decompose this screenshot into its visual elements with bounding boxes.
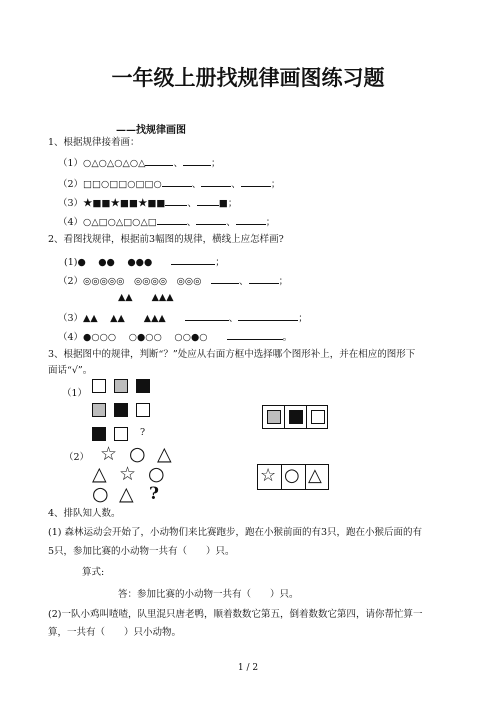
q1-item-1-text: （1）○△○△○△○△ [58, 158, 146, 169]
circle-icon: ○ [148, 463, 165, 485]
circle-icon: ○ [129, 443, 146, 465]
answer-box-divider [281, 464, 282, 490]
q4-problem-2-line-2: 算，一共有（ ）只小动物。 [48, 627, 182, 638]
q1-item-1: （1）○△○△○△○△ 、 ； [58, 155, 220, 170]
q3-label-1: （1） [62, 388, 88, 399]
q2-item-4 [58, 329, 292, 344]
pattern-square-white [114, 427, 128, 441]
question-mark: ? [149, 484, 159, 504]
choice-square-black[interactable] [289, 410, 303, 424]
q2-item-4-text: （4）●○○○ ○●○○ ○○●○ [58, 332, 208, 343]
triangle-icon: △ [157, 443, 172, 465]
q4-problem-1-line-1: (1) 森林运动会开始了，小动物们来比赛跑步，跑在小猴前面的有3只，跑在小猴后面的有 [48, 527, 423, 538]
answer-box-divider [305, 464, 306, 490]
q3-label-2: （2） [64, 452, 90, 463]
pattern-square-black [114, 403, 128, 417]
q4-answer: 答：参加比赛的小动物一共有（ ）只。 [118, 589, 299, 600]
page-title: 一年级上册找规律画图练习题 [111, 66, 385, 90]
choice-triangle-icon[interactable]: △ [308, 465, 322, 486]
q1-item-3: （3）★■■★■■★■■ 、 ■； [58, 195, 237, 210]
question-mark: ? [140, 427, 146, 438]
q4-heading: 4、排队知人数。 [48, 508, 121, 519]
q1-item-4: （4）○△□○△□○△□ 、 、 ； [58, 214, 275, 229]
answer-box-divider [284, 405, 285, 429]
answer-box-divider [306, 405, 307, 429]
q2-item-1: (1)● ●● ●●● ； [64, 254, 225, 269]
q3-heading-line-1: 3、根据图中的规律，判断“？”处应从右面方框中选择哪个图形补上，并在相应的图形下 [48, 349, 416, 360]
choice-square-gray[interactable] [267, 410, 281, 424]
q1-item-2: （2）□□○□□○□□○ 、 、 ； [58, 176, 280, 191]
q2-item-2: （2）◎◎◎◎◎ ◎◎◎◎ ◎◎◎ 、 ； [58, 273, 288, 288]
star-icon: ☆ [100, 443, 118, 465]
q1-heading: 1、根据规律接着画： [48, 137, 140, 148]
q1-item-3-text: （3）★■■★■■★■■ [58, 198, 166, 209]
q2-triangle-row: ▲▲ ▲▲▲ [118, 292, 174, 303]
q3-heading-line-2: 面话“√”。 [48, 365, 93, 376]
pattern-square-black [92, 427, 106, 441]
triangle-icon: △ [92, 463, 107, 485]
q4-formula-label: 算式: [82, 567, 105, 578]
q2-item-2-text: （2）◎◎◎◎◎ ◎◎◎◎ ◎◎◎ [58, 276, 202, 287]
pattern-square-gray [114, 379, 128, 393]
choice-square-white[interactable] [311, 410, 325, 424]
section-heading: ——找规律画图 [116, 125, 186, 136]
pattern-square-white [136, 403, 150, 417]
triangle-icon: △ [119, 483, 134, 505]
page-number: 1 / 2 [237, 663, 259, 673]
q2-item-3-text: （3）▲▲ ▲▲ ▲▲▲ [58, 313, 166, 324]
q2-item-4-end: 。 [282, 332, 293, 343]
choice-circle-icon[interactable]: ○ [284, 465, 300, 486]
q1-item-2-text: （2）□□○□□○□□○ [58, 179, 162, 190]
q2-item-3: （3）▲▲ ▲▲ ▲▲▲ 、 ； [58, 310, 308, 325]
pattern-square-black [136, 379, 150, 393]
star-icon: ☆ [119, 463, 137, 485]
pattern-square-gray [92, 403, 106, 417]
q4-problem-2-line-1: (2)一队小鸡叫喳喳，队里混只唐老鸭，顺着数数它第五，倒着数数它第四，请你帮忙算一 [48, 609, 423, 620]
q2-item-1-text: (1)● ●● ●●● [64, 257, 153, 268]
q2-heading: 2、看图找规律，根据前3幅图的规律，横线上应怎样画? [48, 234, 284, 245]
choice-star-icon[interactable]: ☆ [260, 465, 277, 486]
circle-icon: ○ [92, 483, 109, 505]
pattern-square-white [92, 379, 106, 393]
q1-item-4-text: （4）○△□○△□○△□ [58, 217, 157, 228]
q4-problem-1-line-2: 5只，参加比赛的小动物一共有（ ）只。 [48, 546, 235, 557]
